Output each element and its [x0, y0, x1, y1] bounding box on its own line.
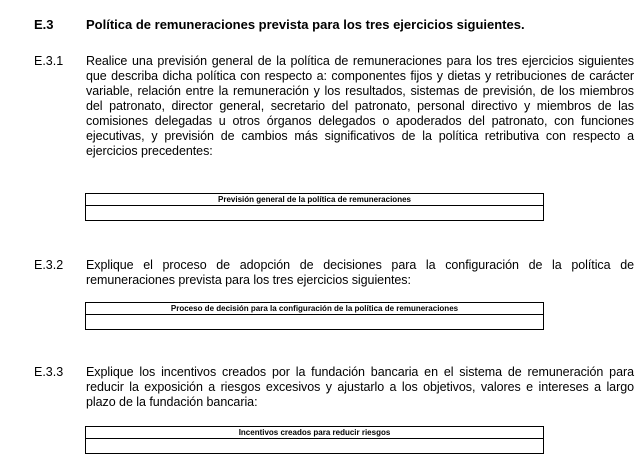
question-text: Explique el proceso de adopción de decisiones para la configuración de la política de remuneraciones prevista para los tres ejercicios siguientes:: [86, 258, 634, 287]
answer-table-cell[interactable]: [86, 315, 543, 329]
answer-table-e-3-1: [85, 193, 544, 221]
answer-table-e-3-3: [85, 426, 544, 454]
question-text: Explique los incentivos creados por la fundación bancaria en el sistema de remuneración para reducir la exposición a riesgos excesivos y ajustarlo a los objetivos, valores e intereses a largo plazo de la fundación bancaria:: [86, 365, 634, 409]
answer-table-e-3-2: [85, 302, 544, 330]
section-number: E.3: [34, 17, 54, 32]
question-number: E.3.1: [34, 54, 64, 68]
answer-table-header: Incentivos creados para reducir riesgos: [86, 427, 543, 439]
answer-table-header: Previsión general de la política de remuneraciones: [86, 194, 543, 206]
answer-table-header: Proceso de decisión para la configuración de la política de remuneraciones: [86, 303, 543, 315]
question-text: Realice una previsión general de la política de remuneraciones para los tres ejercicios siguientes que describa dicha política con respecto a: componentes fijos y dietas y retribuciones de carácter variable, relación entre la remuneración y los resultados, sistemas de previsión, de los miembros del patronato, director general, secretario del patronato, personal directivo y miembros de las comisiones delegadas u otros órganos delegados o apoderados del patronato, con funciones ejecutivas, y previsión de cambios más significativos de la política retributiva con respecto a ejercicios precedentes:: [86, 54, 634, 158]
answer-table-cell[interactable]: [86, 439, 543, 453]
section-title: Política de remuneraciones prevista para los tres ejercicios siguientes.: [86, 17, 525, 32]
question-number: E.3.2: [34, 258, 64, 272]
answer-table-cell[interactable]: [86, 206, 543, 220]
question-number: E.3.3: [34, 365, 64, 379]
